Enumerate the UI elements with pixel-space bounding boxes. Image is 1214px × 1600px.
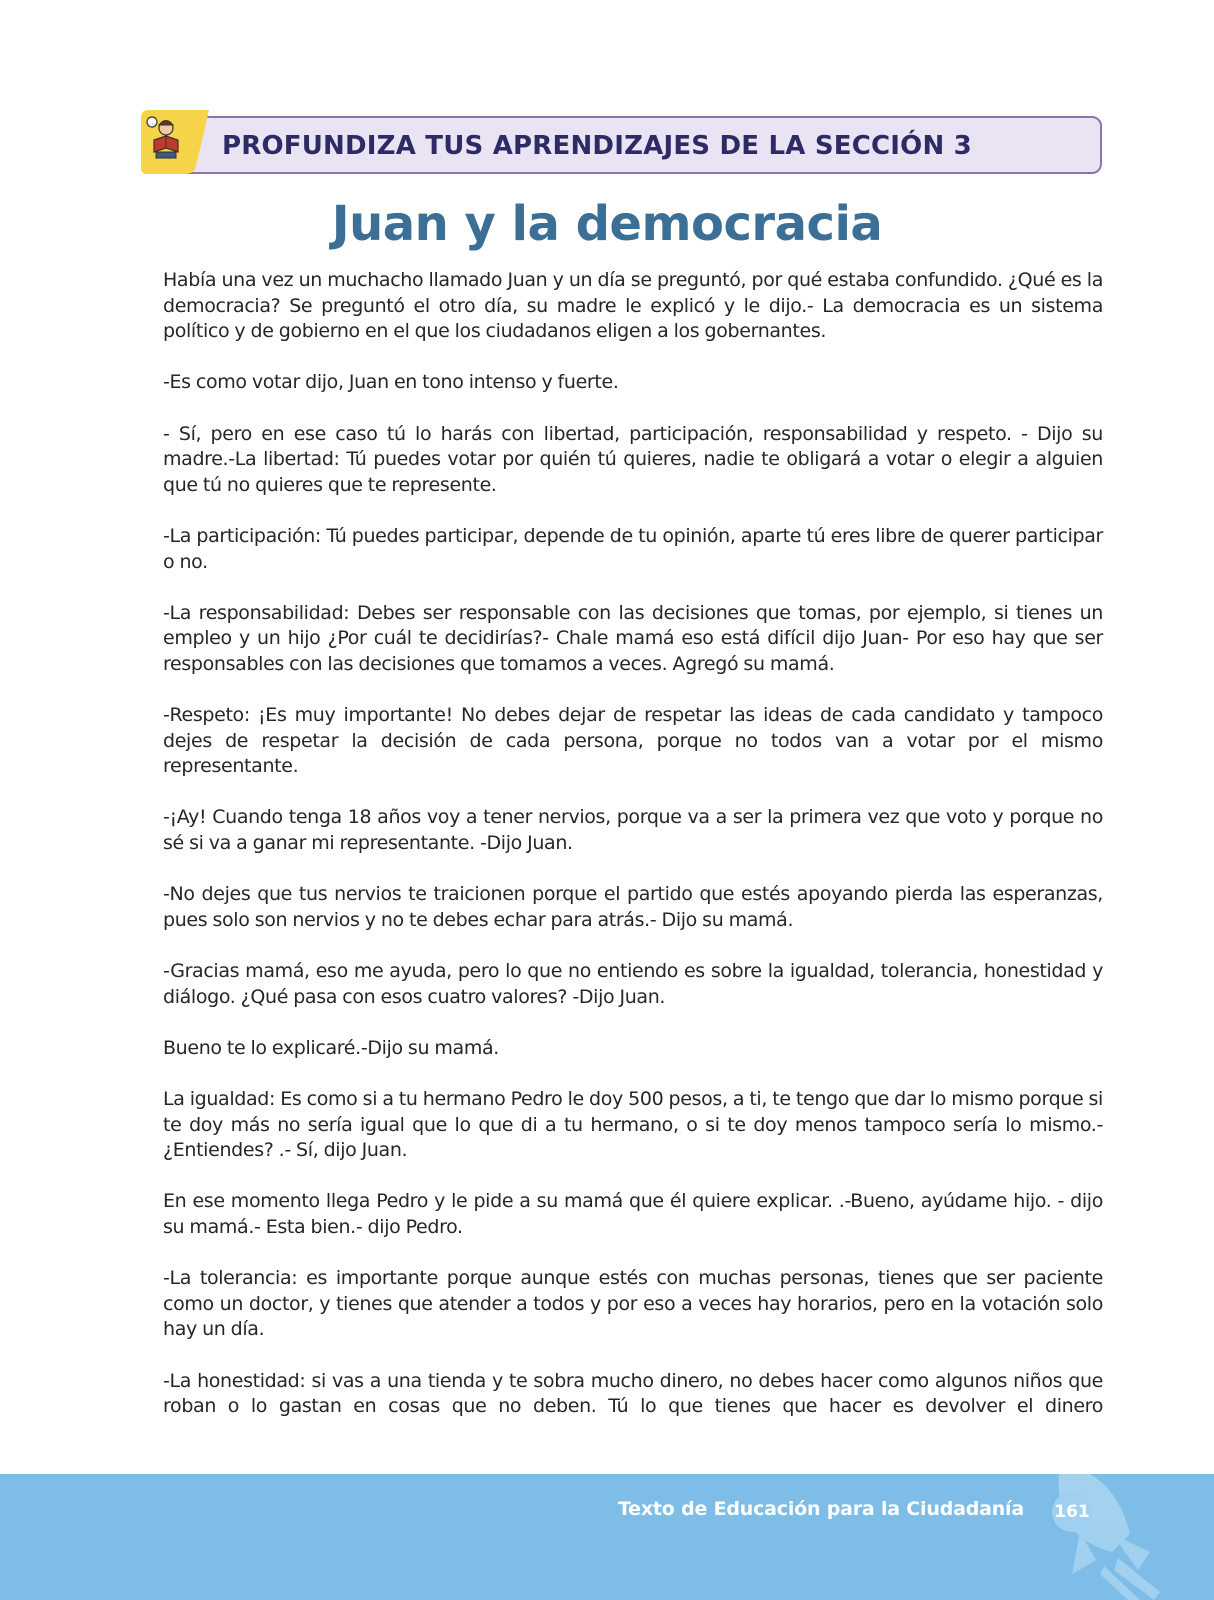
paragraph: -La honestidad: si vas a una tienda y te sobra mucho dinero, no debes hacer como algunos niños que roban o lo gastan en cosas que no deben. Tú lo que tienes que hacer es devolver el dinero [163, 1369, 1103, 1418]
paragraph: - Sí, pero en ese caso tú lo harás con libertad, participación, responsabilidad y respeto. - Dijo su madre.-La libertad: Tú puedes votar por quién tú quieres, nadie te obligará a votar o elegir a alguien que tú no quieres que te represente. [163, 422, 1103, 496]
document-title: Juan y la democracia [331, 196, 883, 252]
page-number: 161 [1052, 1492, 1092, 1532]
footer-book-title: Texto de Educación para la Ciudadanía [617, 1498, 1024, 1520]
paragraph: -Respeto: ¡Es muy importante! No debes dejar de respetar las ideas de cada candidato y tampoco dejes de respetar la decisión de cada persona, porque no todos van a votar por el mismo representante. [163, 704, 1103, 778]
paragraph: Había una vez un muchacho llamado Juan y un día se preguntó, por qué estaba confundido. ¿Qué es la democracia? Se preguntó el otro día, su madre le explicó y le dijo.- La democracia es un sistema político y de gobierno en el que los ciudadanos eligen a los gobernantes. [163, 269, 1103, 343]
paragraph: En ese momento llega Pedro y le pide a su mamá que él quiere explicar. .-Bueno, ayúdame hijo. - dijo su mamá.- Esta bien.- dijo Pedro. [163, 1190, 1103, 1238]
story-body [163, 268, 1103, 1445]
paragraph: -¡Ay! Cuando tenga 18 años voy a tener nervios, porque va a ser la primera vez que voto y porque no sé si va a ganar mi representante. -Dijo Juan. [163, 806, 1103, 855]
page-footer [0, 1474, 1214, 1600]
paragraph: -La responsabilidad: Debes ser responsable con las decisiones que tomas, por ejemplo, si tienes un empleo y un hijo ¿Por cuál te decidirías?- Chale mamá eso está difícil dijo Juan- Por eso hay que ser responsables con las decisiones que tomamos a veces. Agregó su mamá. [163, 601, 1103, 675]
rocket-icon [1020, 1474, 1214, 1600]
section-banner-title: PROFUNDIZA TUS APRENDIZAJES DE LA SECCIÓN 3 [222, 131, 972, 161]
paragraph: -La participación: Tú puedes participar, depende de tu opinión, aparte tú eres libre de querer participar o no. [163, 524, 1103, 573]
paragraph: -No dejes que tus nervios te traicionen porque el partido que estés apoyando pierda las esperanzas, pues solo son nervios y no te debes echar para atrás.- Dijo su mamá. [163, 883, 1103, 931]
paragraph: La igualdad: Es como si a tu hermano Pedro le doy 500 pesos, a ti, te tengo que dar lo mismo porque si te doy más no sería igual que lo que di a tu hermano, o si te doy menos tampoco sería lo mismo.-¿Entiendes? .- Sí, dijo Juan. [163, 1088, 1103, 1162]
paragraph: Bueno te lo explicaré.-Dijo su mamá. [163, 1036, 499, 1059]
paragraph: -Gracias mamá, eso me ayuda, pero lo que no entiendo es sobre la igualdad, tolerancia, honestidad y diálogo. ¿Qué pasa con esos cuatro valores? -Dijo Juan. [163, 960, 1103, 1008]
paragraph: -La tolerancia: es importante porque aunque estés con muchas personas, tienes que ser paciente como un doctor, y tienes que atender a todos y por eso a veces hay horarios, pero en la votación solo hay un día. [163, 1267, 1103, 1341]
paragraph: -Es como votar dijo, Juan en tono intenso y fuerte. [163, 371, 619, 394]
svg-text:...: ... [149, 119, 156, 127]
section-banner [146, 116, 1102, 174]
reading-student-icon [139, 108, 217, 176]
